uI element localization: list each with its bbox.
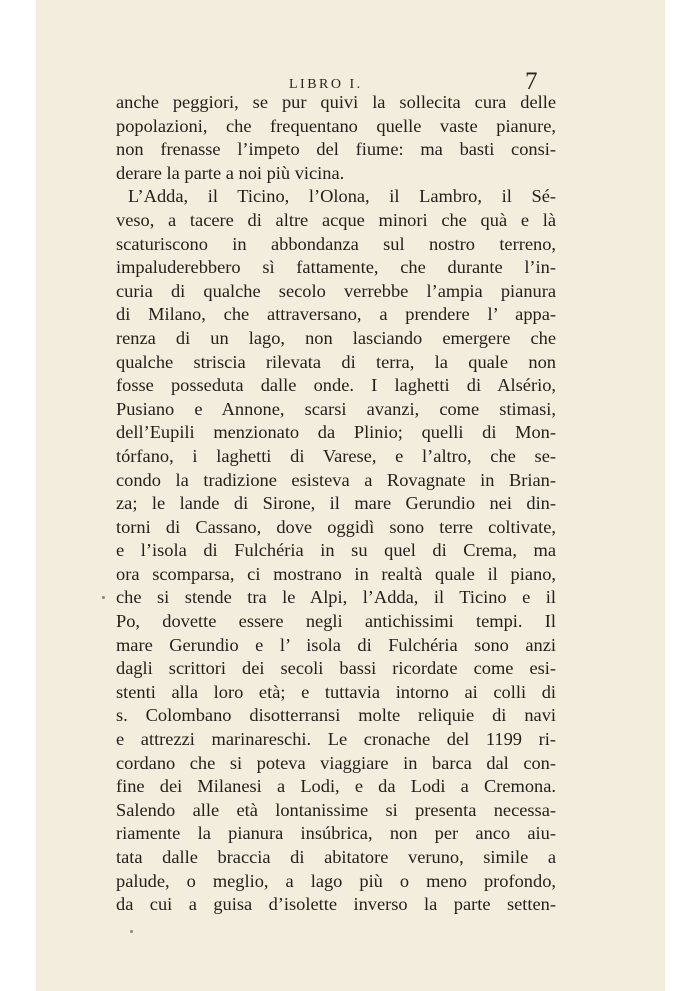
text-line: fosse posseduta dalle onde. I laghetti di Alsério, bbox=[116, 375, 556, 396]
text-line: Po, dovette essere negli antichissimi tempi. Il bbox=[116, 611, 556, 632]
text-line: ora scomparsa, ci mostrano in realtà quale il piano, bbox=[116, 563, 556, 584]
text-line: tata dalle braccia di abitatore veruno, simile a bbox=[116, 847, 556, 867]
text-line: popolazioni, che frequentano quelle vaste pianure, bbox=[116, 115, 556, 136]
text-line: qualche striscia rilevata di terra, la quale non bbox=[116, 351, 556, 372]
text-line: da cui a guisa d’isolette inverso la parte setten- bbox=[116, 894, 556, 915]
text-line: fine dei Milanesi a Lodi, e da Lodi a Cremona. bbox=[116, 776, 556, 797]
text-line: anche peggiori, se pur quivi la sollecita cura delle bbox=[116, 92, 556, 112]
text-line: palude, o meglio, a lago più o meno profondo, bbox=[116, 870, 556, 891]
text-line: e l’isola di Fulchéria in su quel di Crema, ma bbox=[116, 540, 556, 561]
text-line: cordano che si poteva viaggiare in barca dal con- bbox=[116, 752, 556, 773]
text-line: curia di qualche secolo verrebbe l’ampia pianura bbox=[116, 280, 556, 301]
text-line: non frenasse l’impeto del fiume: ma basti consi- bbox=[116, 139, 556, 160]
text-line: riamente la pianura insúbrica, non per anco aiu- bbox=[116, 823, 556, 844]
text-line: Salendo alle età lontanissime si presenta necessa- bbox=[116, 799, 556, 820]
book-page bbox=[36, 0, 665, 991]
text-line: mare Gerundio e l’ isola di Fulchéria sono anzi bbox=[116, 634, 556, 655]
text-line: dell’Eupili menzionato da Plinio; quelli di Mon- bbox=[116, 422, 556, 443]
text-line: za; le lande di Sirone, il mare Gerundio nei din- bbox=[116, 493, 556, 514]
text-line: impaluderebbero sì fattamente, che durante l’in- bbox=[116, 257, 556, 278]
running-title: LIBRO I. bbox=[289, 77, 363, 92]
text-line: stenti alla loro età; e tuttavia intorno ai colli di bbox=[116, 681, 556, 702]
text-line: condo la tradizione esisteva a Rovagnate in Brian- bbox=[116, 469, 556, 490]
text-line: che si stende tra le Alpi, l’Adda, il Ticino e il bbox=[116, 587, 556, 608]
text-line: Pusiano e Annone, scarsi avanzi, come stimasi, bbox=[116, 398, 556, 419]
text-line: renza di un lago, non lasciando emergere che bbox=[116, 327, 556, 348]
text-line: s. Colombano disotterransi molte reliquie di navi bbox=[116, 705, 556, 726]
text-line: tórfano, i laghetti di Varese, e l’altro, che se- bbox=[116, 445, 556, 466]
text-line: scaturiscono in abbondanza sul nostro terreno, bbox=[116, 233, 556, 254]
text-line: torni di Cassano, dove oggidì sono terre coltivate, bbox=[116, 516, 556, 537]
text-line: e attrezzi marinareschi. Le cronache del 1199 ri- bbox=[116, 729, 556, 750]
body-text bbox=[116, 91, 556, 917]
text-line: di Milano, che attraversano, a prendere l’ appa- bbox=[116, 304, 556, 325]
text-line: derare la parte a noi più vicina. bbox=[116, 162, 345, 183]
text-line: L’Adda, il Ticino, l’Olona, il Lambro, il Sé- bbox=[128, 186, 556, 207]
paper-speck bbox=[102, 596, 105, 599]
paper-speck bbox=[130, 930, 133, 933]
page-number: 7 bbox=[525, 68, 538, 95]
text-line: veso, a tacere di altre acque minori che quà e là bbox=[116, 209, 556, 230]
text-line: dagli scrittori dei secoli bassi ricordate come esi- bbox=[116, 658, 556, 679]
